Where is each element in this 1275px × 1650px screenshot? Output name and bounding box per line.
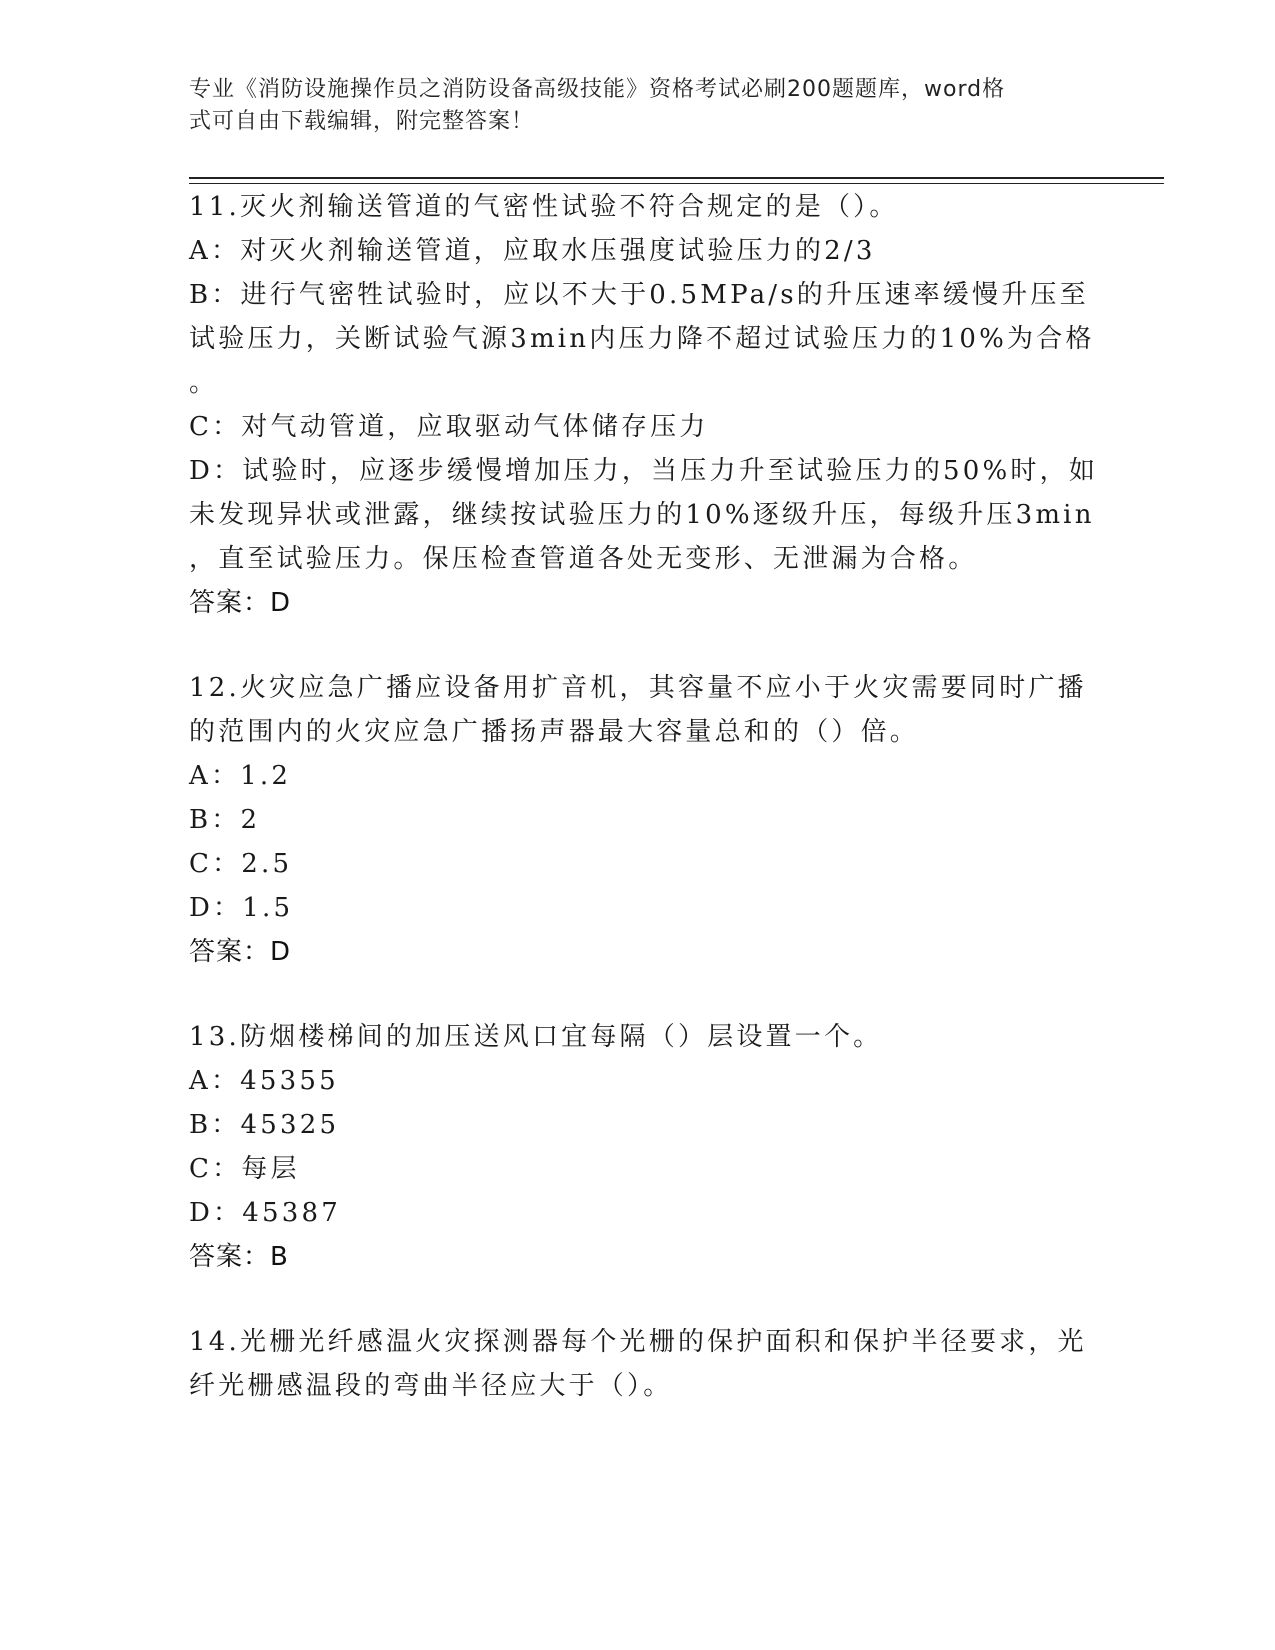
answer-label: 答案：D [189, 937, 292, 967]
header-divider-thick [189, 177, 1164, 179]
option-line: A：对灭火剂输送管道，应取水压强度试验压力的2/3 [189, 236, 876, 266]
option-line: B：2 [189, 805, 261, 835]
option-line: ，直至试验压力。保压检查管道各处无变形、无泄漏为合格。 [189, 544, 978, 574]
option-line: 。 [189, 368, 219, 398]
option-line: A：45355 [189, 1066, 339, 1096]
question-stem-line: 的范围内的火灾应急广播扬声器最大容量总和的（）倍。 [189, 717, 920, 747]
question-stem-line: 11.灭火剂输送管道的气密性试验不符合规定的是（）。 [189, 192, 899, 222]
option-line: 试验压力，关断试验气源3min内压力降不超过试验压力的10%为合格 [189, 324, 1095, 354]
option-line: D：45387 [189, 1198, 341, 1228]
question-stem-line: 12.火灾应急广播应设备用扩音机，其容量不应小于火灾需要同时广播 [189, 673, 1087, 703]
option-line: C：每层 [189, 1154, 300, 1184]
question-stem-line: 纤光栅感温段的弯曲半径应大于（）。 [189, 1371, 673, 1401]
document-header [189, 74, 1089, 138]
answer-label: 答案：B [189, 1242, 289, 1272]
option-line: D：1.5 [189, 893, 294, 923]
option-line: B：45325 [189, 1110, 340, 1140]
option-line: D：试验时，应逐步缓慢增加压力，当压力升至试验压力的50%时，如 [189, 456, 1099, 486]
header-line-2: 式可自由下载编辑，附完整答案！ [189, 109, 535, 134]
option-line: 未发现异状或泄露，继续按试验压力的10%逐级升压，每级升压3min [189, 500, 1095, 530]
header-line-1: 专业《消防设施操作员之消防设备高级技能》资格考试必刷200题题库，word格 [189, 77, 1006, 102]
option-line: C：2.5 [189, 849, 293, 879]
header-divider-thin [189, 183, 1164, 184]
answer-label: 答案：D [189, 588, 292, 618]
option-line: A：1.2 [189, 761, 292, 791]
option-line: C：对气动管道，应取驱动气体储存压力 [189, 412, 709, 442]
question-stem-line: 13.防烟楼梯间的加压送风口宜每隔（）层设置一个。 [189, 1022, 883, 1052]
question-stem-line: 14.光栅光纤感温火灾探测器每个光栅的保护面积和保护半径要求，光 [189, 1327, 1087, 1357]
option-line: B：进行气密牲试验时，应以不大于0.5MPa/s的升压速率缓慢升压至 [189, 280, 1089, 310]
